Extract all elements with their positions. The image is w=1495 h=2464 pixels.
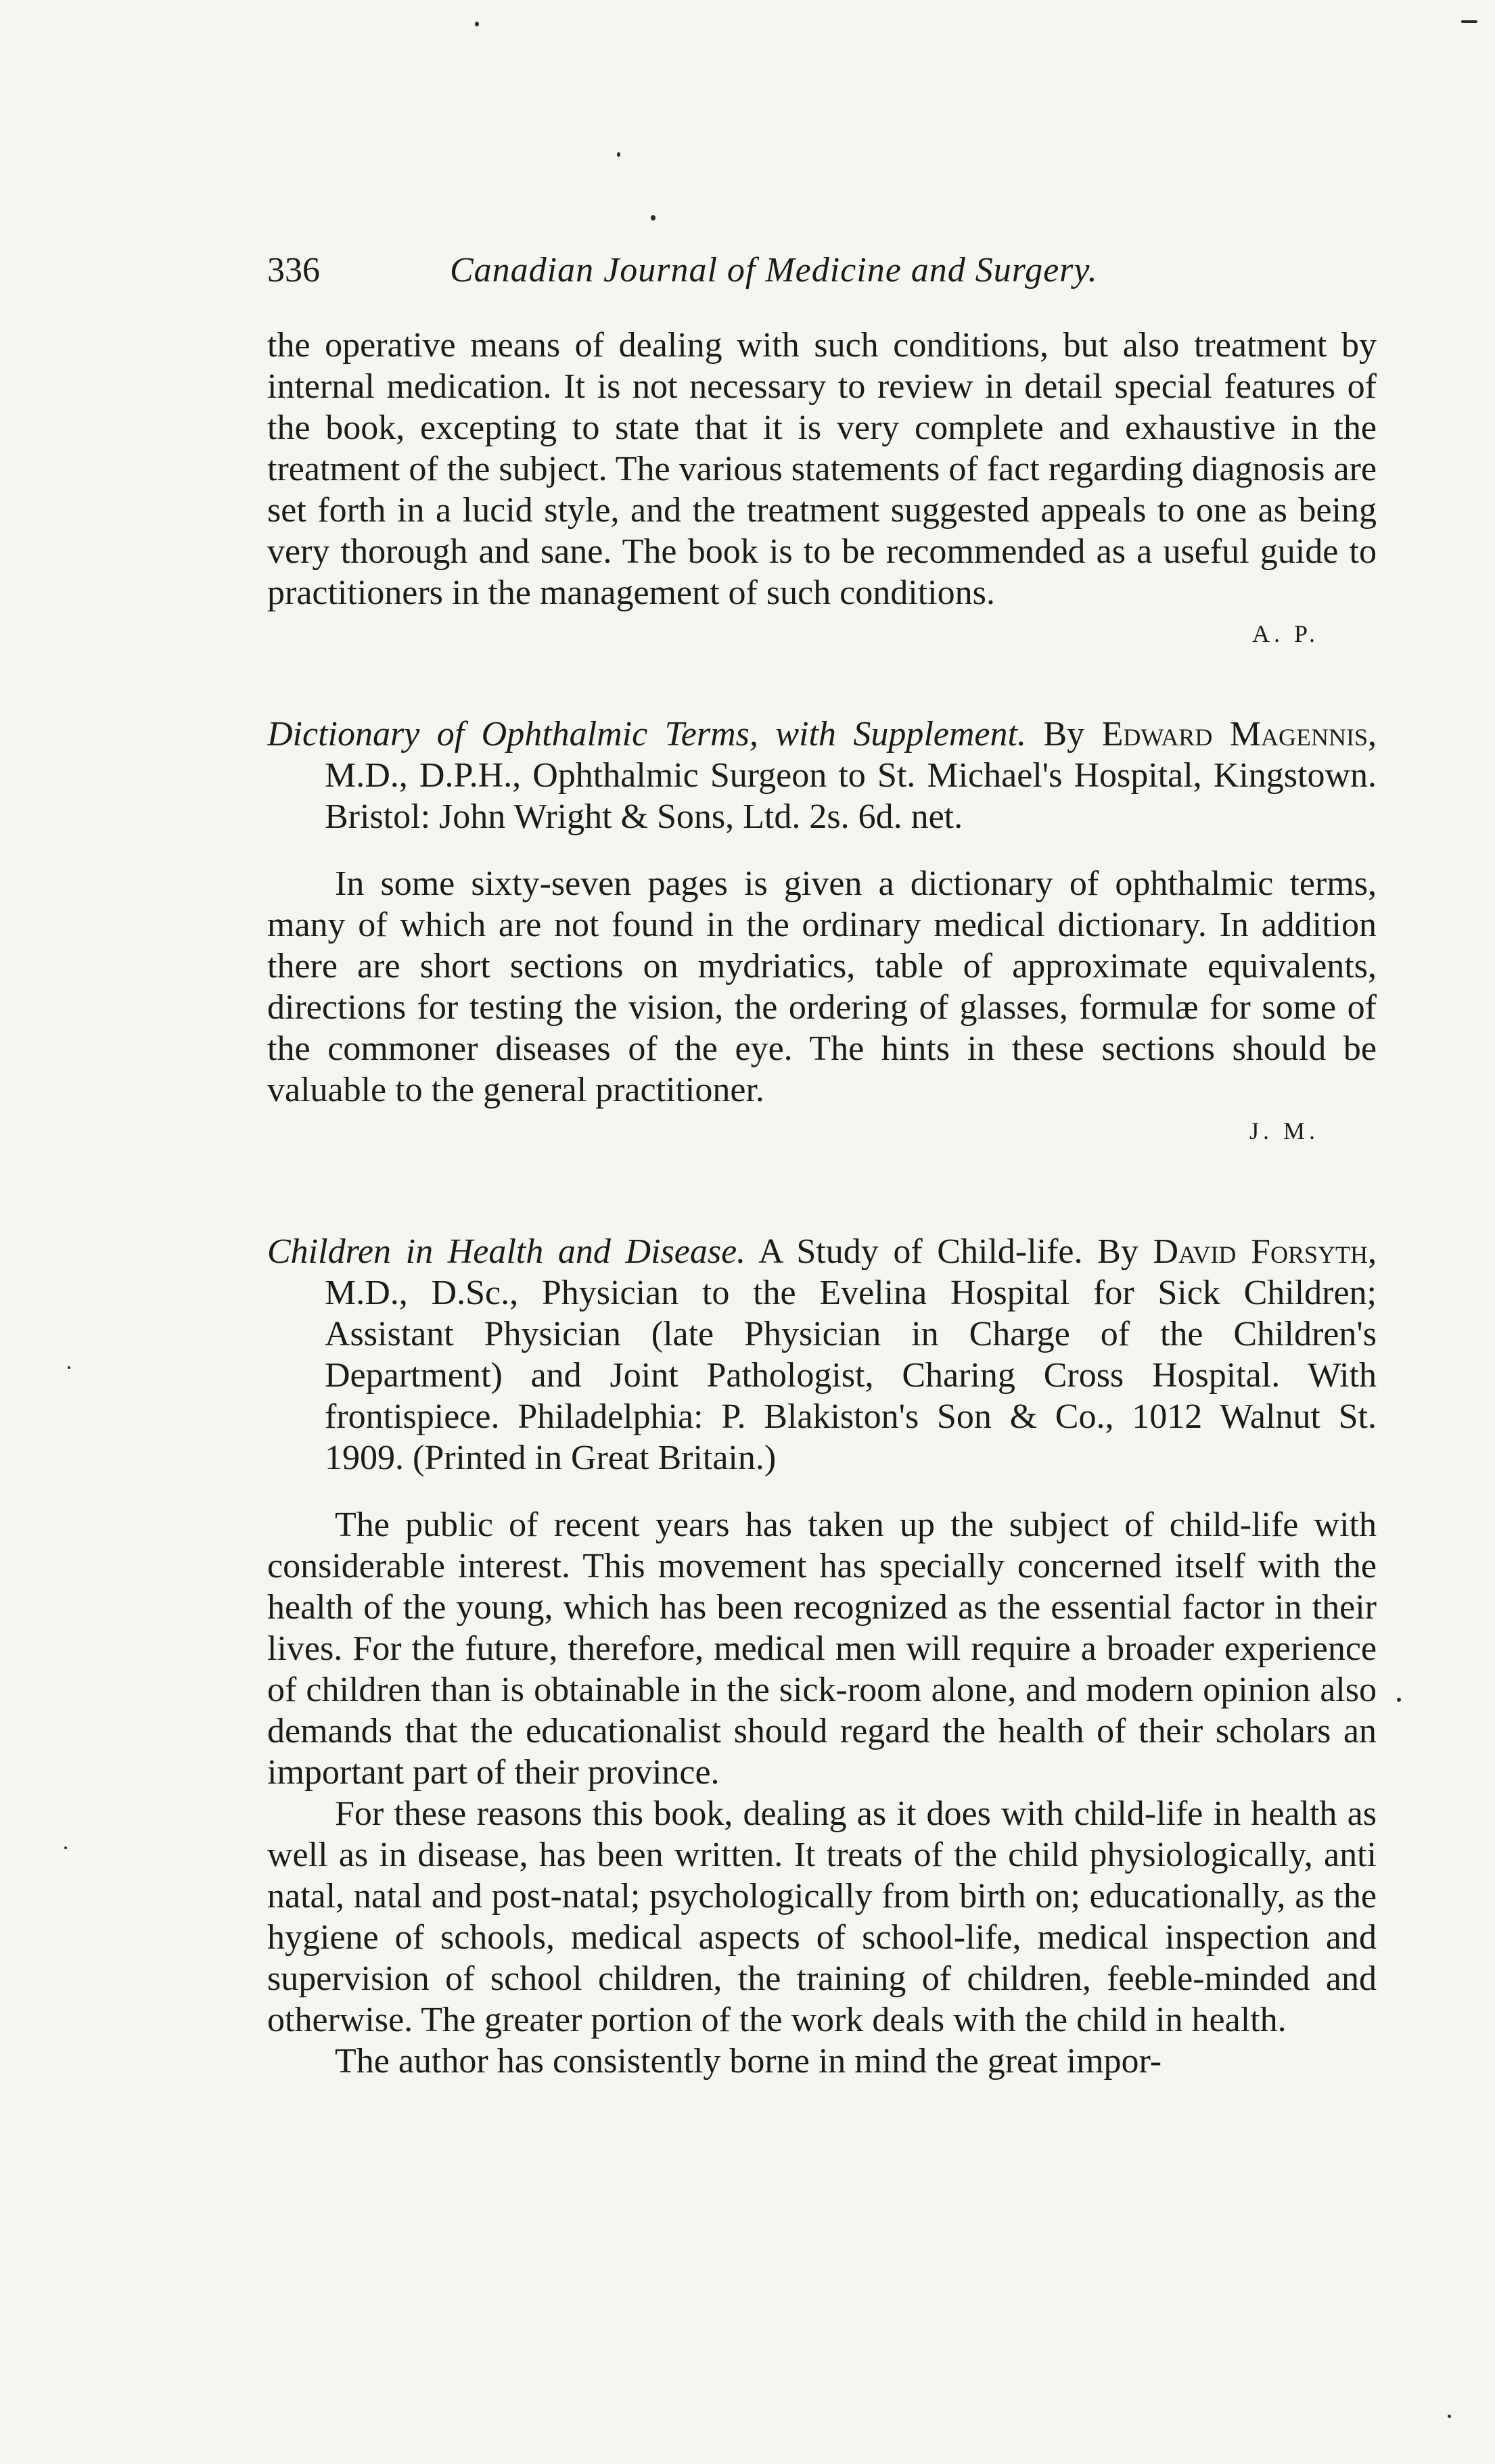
running-title: Canadian Journal of Medicine and Surgery. [450, 251, 1098, 289]
review-children-health [267, 1231, 1377, 2082]
scan-speck [1461, 20, 1477, 23]
review-continuation-text: the operative means of dealing with such conditions, but also treatment by internal medication. It is not necessary to review in detail special features of the book, excepting to state that it is very complete and exhaustive in the treatment of the subject. The various statements of fact regarding diagnosis are set forth in a lucid style, and the treatment suggested appeals to one as being very thorough and sane. The book is to be recommended as a useful guide to practitioners in the management of such conditions. [267, 326, 1377, 612]
scan-speck [651, 215, 656, 220]
book-subtitle: A Study of Child-life. By [758, 1232, 1138, 1271]
scan-speck [617, 152, 620, 157]
review-body-paragraph: The public of recent years has taken up the subject of child-life with considerable interest. This movement has specially concerned itself with the health of the young, which has been recognized as the essential factor in their lives. For the future, therefore, medical men will require a broader experience of children than is obtainable in the sick-room alone, and modern opinion also demands that the educationalist should regard the health of their scholars an important part of their province. [267, 1506, 1377, 1792]
scan-speck [1397, 1698, 1401, 1702]
book-title: Dictionary of Ophthalmic Terms, with Supplement. [267, 715, 1026, 753]
scan-speck [475, 22, 479, 26]
book-author: Edward Magennis [1101, 715, 1368, 753]
review-body-text: In some sixty-seven pages is given a dictionary of ophthalmic terms, many of which are not found in the ordinary medical dictionary. In addition there are short sections on mydriatics, table of approximate equivalents, directions for testing the vision, the ordering of glasses, formulæ for some of the commoner diseases of the eye. The hints in these sections should be valuable to the general practitioner. [267, 864, 1377, 1109]
reviewer-initials: J. M. [1249, 1117, 1319, 1144]
book-title: Children in Health and Disease. [267, 1232, 746, 1271]
book-citation [267, 1231, 1377, 1479]
scan-speck [64, 1846, 67, 1849]
scan-speck [1448, 2415, 1451, 2418]
book-details: , M.D., D.P.H., Ophthalmic Surgeon to St. Michael's Hospital, Kingstown. Bristol: John Wright & Sons, Ltd. 2s. 6d. net. [325, 715, 1377, 836]
review-dictionary-ophthalmic [267, 714, 1377, 1146]
page-header [267, 250, 1235, 298]
scan-speck [68, 1366, 70, 1369]
page-number: 336 [267, 251, 320, 289]
reviewer-initials: A. P. [1251, 620, 1319, 647]
review-body-paragraph: For these reasons this book, dealing as it does with child-life in health as well as in disease, has been written. It treats of the child physiologically, anti natal, natal and post-natal; psychologically from birth on; educationally, as the hygiene of schools, medical aspects of school-life, medical inspection and supervision of school children, the training of children, feeble-minded and otherwise. The greater portion of the work deals with the child in health. [267, 1794, 1377, 2039]
book-citation [267, 714, 1377, 837]
book-details: , M.D., D.Sc., Physician to the Evelina Hospital for Sick Children; Assistant Physician (late Physician in Charge of the Children's Department) and Joint Pathologist, Charing Cross Hospital. With frontispiece. Philadelphia: P. Blakiston's Son & Co., 1012 Walnut St. 1909. (Printed in Great Britain.) [325, 1232, 1377, 1477]
review-ending [267, 325, 1377, 649]
book-author: David Forsyth [1153, 1232, 1368, 1271]
citation-by: By [1043, 715, 1085, 753]
review-body-paragraph: The author has consistently borne in mind the great impor- [335, 2042, 1162, 2081]
